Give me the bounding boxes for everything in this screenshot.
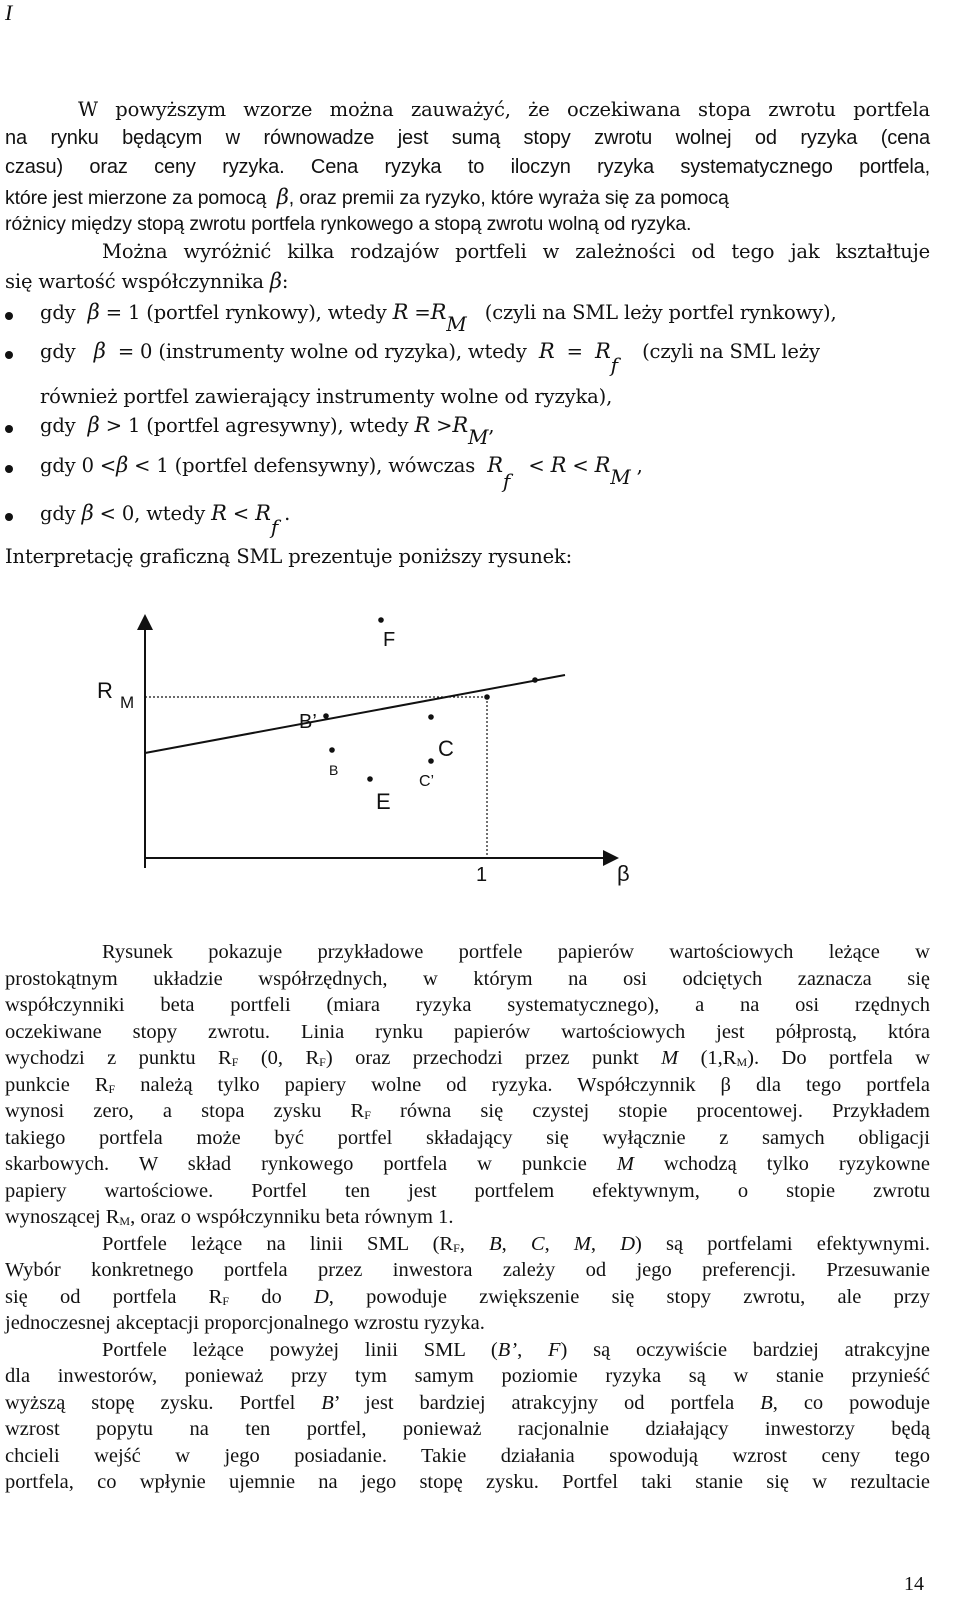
point-F bbox=[378, 617, 384, 623]
bullet-beta-0-cont: również portfel zawierający instrumenty wolne od ryzyka), bbox=[40, 385, 613, 408]
bullet-dot bbox=[5, 465, 13, 473]
x-tick-1: 1 bbox=[476, 864, 488, 886]
point-B bbox=[329, 747, 335, 753]
label-B: B bbox=[329, 762, 339, 778]
intro-line-1: W powyższym wzorze można zauważyć, że oczekiwana stopa zwrotu portfela bbox=[78, 98, 930, 121]
bullet-dot bbox=[5, 425, 13, 433]
sml-line bbox=[145, 675, 565, 753]
page-number: 14 bbox=[904, 1573, 924, 1595]
bullet-dot bbox=[5, 312, 13, 320]
bullet-dot bbox=[5, 351, 13, 359]
label-C-prime: C’ bbox=[419, 773, 435, 790]
bullet-beta-0: gdy β = 0 (instrumenty wolne od ryzyka), wtedy R = Rf (czyli na SML leży bbox=[40, 339, 820, 377]
intro-line-5: różnicy między stopą zwrotu portfela rynkowego a stopą zwrotu wolną od ryzyka. bbox=[5, 213, 692, 235]
point-B-prime bbox=[323, 713, 329, 719]
point-C-prime bbox=[428, 758, 434, 764]
bullet-beta-0-1: gdy 0 <β < 1 (portfel defensywny), wówczas Rf < R < RM , bbox=[40, 453, 643, 493]
point-E bbox=[367, 776, 373, 782]
point-D bbox=[532, 677, 538, 683]
bullet-beta-1: gdy β = 1 (portfel rynkowy), wtedy R =RM (czyli na SML leży portfel rynkowy), bbox=[40, 300, 837, 336]
label-F: F bbox=[383, 629, 396, 651]
label-E: E bbox=[376, 789, 391, 814]
point-sml-1 bbox=[428, 714, 434, 720]
y-axis-sub: M bbox=[120, 693, 135, 712]
label-B-prime: B’ bbox=[299, 711, 317, 733]
y-axis-label: R bbox=[97, 678, 113, 703]
intro-line-6: Można wyróżnić kilka rodzajów portfeli w zależności od tego jak kształtuje bbox=[102, 240, 930, 263]
figure-intro: Interpretację graficzną SML prezentuje poniższy rysunek: bbox=[5, 545, 573, 568]
bullet-beta-lt0: gdy β < 0, wtedy R < Rf . bbox=[40, 501, 291, 539]
beta-symbol: β bbox=[276, 185, 289, 209]
x-axis-label: β bbox=[617, 861, 630, 886]
bullet-beta-gt1: gdy β > 1 (portfel agresywny), wtedy R >RM, bbox=[40, 413, 495, 449]
y-axis-arrow bbox=[137, 614, 153, 630]
bullet-dot bbox=[5, 513, 13, 521]
intro-line-7: się wartość współczynnika β: bbox=[5, 269, 289, 293]
intro-line-4: które jest mierzone za pomocą β, oraz premii za ryzyko, które wyraża się za pomocą bbox=[5, 185, 729, 209]
header-mark: I bbox=[5, 0, 13, 25]
point-M bbox=[484, 694, 490, 700]
body-text: Rysunek pokazuje przykładowe portfele papierów wartościowych leżące w prostokątnym układzie współrzędnych, w którym na osi odciętych zaznacza się współczynniki beta portfeli (miara ryzyka systematycznego), a na osi rzędnych oczekiwane stopy zwrotu. Linia rynku papierów wartościowych jest półprostą, która wychodzi z punktu $R_F$ (0, $R_F$) oraz przechodzi przez punkt M $(1,R_M)$. Do portfela w punkcie $R_F$ należą tylko papiery wolne od ryzyka. Współczynnik β dla tego portfela wynosi zero, a stopa zysku $R_F$ równa się czystej stopie procentowej. Przykładem takiego portfela może być portfel składający się wyłącznie z samych obligacji skarbowych. W skład rynkowego portfela w punkcie M wchodzą tylko ryzykowne papiery wartościowe. Portfel ten jest portfelem efektywnym, o stopie zwrotu wynoszącej $R_M$, oraz o współczynniku beta równym 1. Portfele leżące na linii SML ($R_F$, B, C, M, D) są portfelami efektywnymi. Wybór konkretnego portfela przez inwestora zależy od jego preferencji. Przesuwanie się od portfela $R_F$ do D, powoduje zwiększenie się stopy zwrotu, ale przy jednoczesnej akceptacji proporcjonalnego wzrostu ryzyka. Portfele leżące powyżej linii SML (B’, F) są oczywiście bardziej atrakcyjne dla inwestorów, ponieważ przy tym samym poziomie ryzyka są w stanie przynieść wyższą stopę zysku. Portfel B’ jest bardziej atrakcyjny od portfela B, co powoduje wzrost popytu na ten portfel, ponieważ racjonalnie działający inwestorzy będą chcieli wejść w jego posiadanie. Takie działania spowodują wzrost ceny tego portfela, co wpłynie ujemnie na jego stopę zysku. Portfel taki stanie się w rezultacie bbox=[5, 941, 931, 1493]
intro-line-2: na rynku będącym w równowadze jest sumą stopy zwrotu wolnej od ryzyka (cena bbox=[5, 127, 930, 149]
label-C: C bbox=[438, 736, 454, 761]
intro-line-3: czasu) oraz ceny ryzyka. Cena ryzyka to iloczyn ryzyka systematycznego portfela, bbox=[5, 156, 930, 178]
sml-figure bbox=[0, 600, 960, 920]
